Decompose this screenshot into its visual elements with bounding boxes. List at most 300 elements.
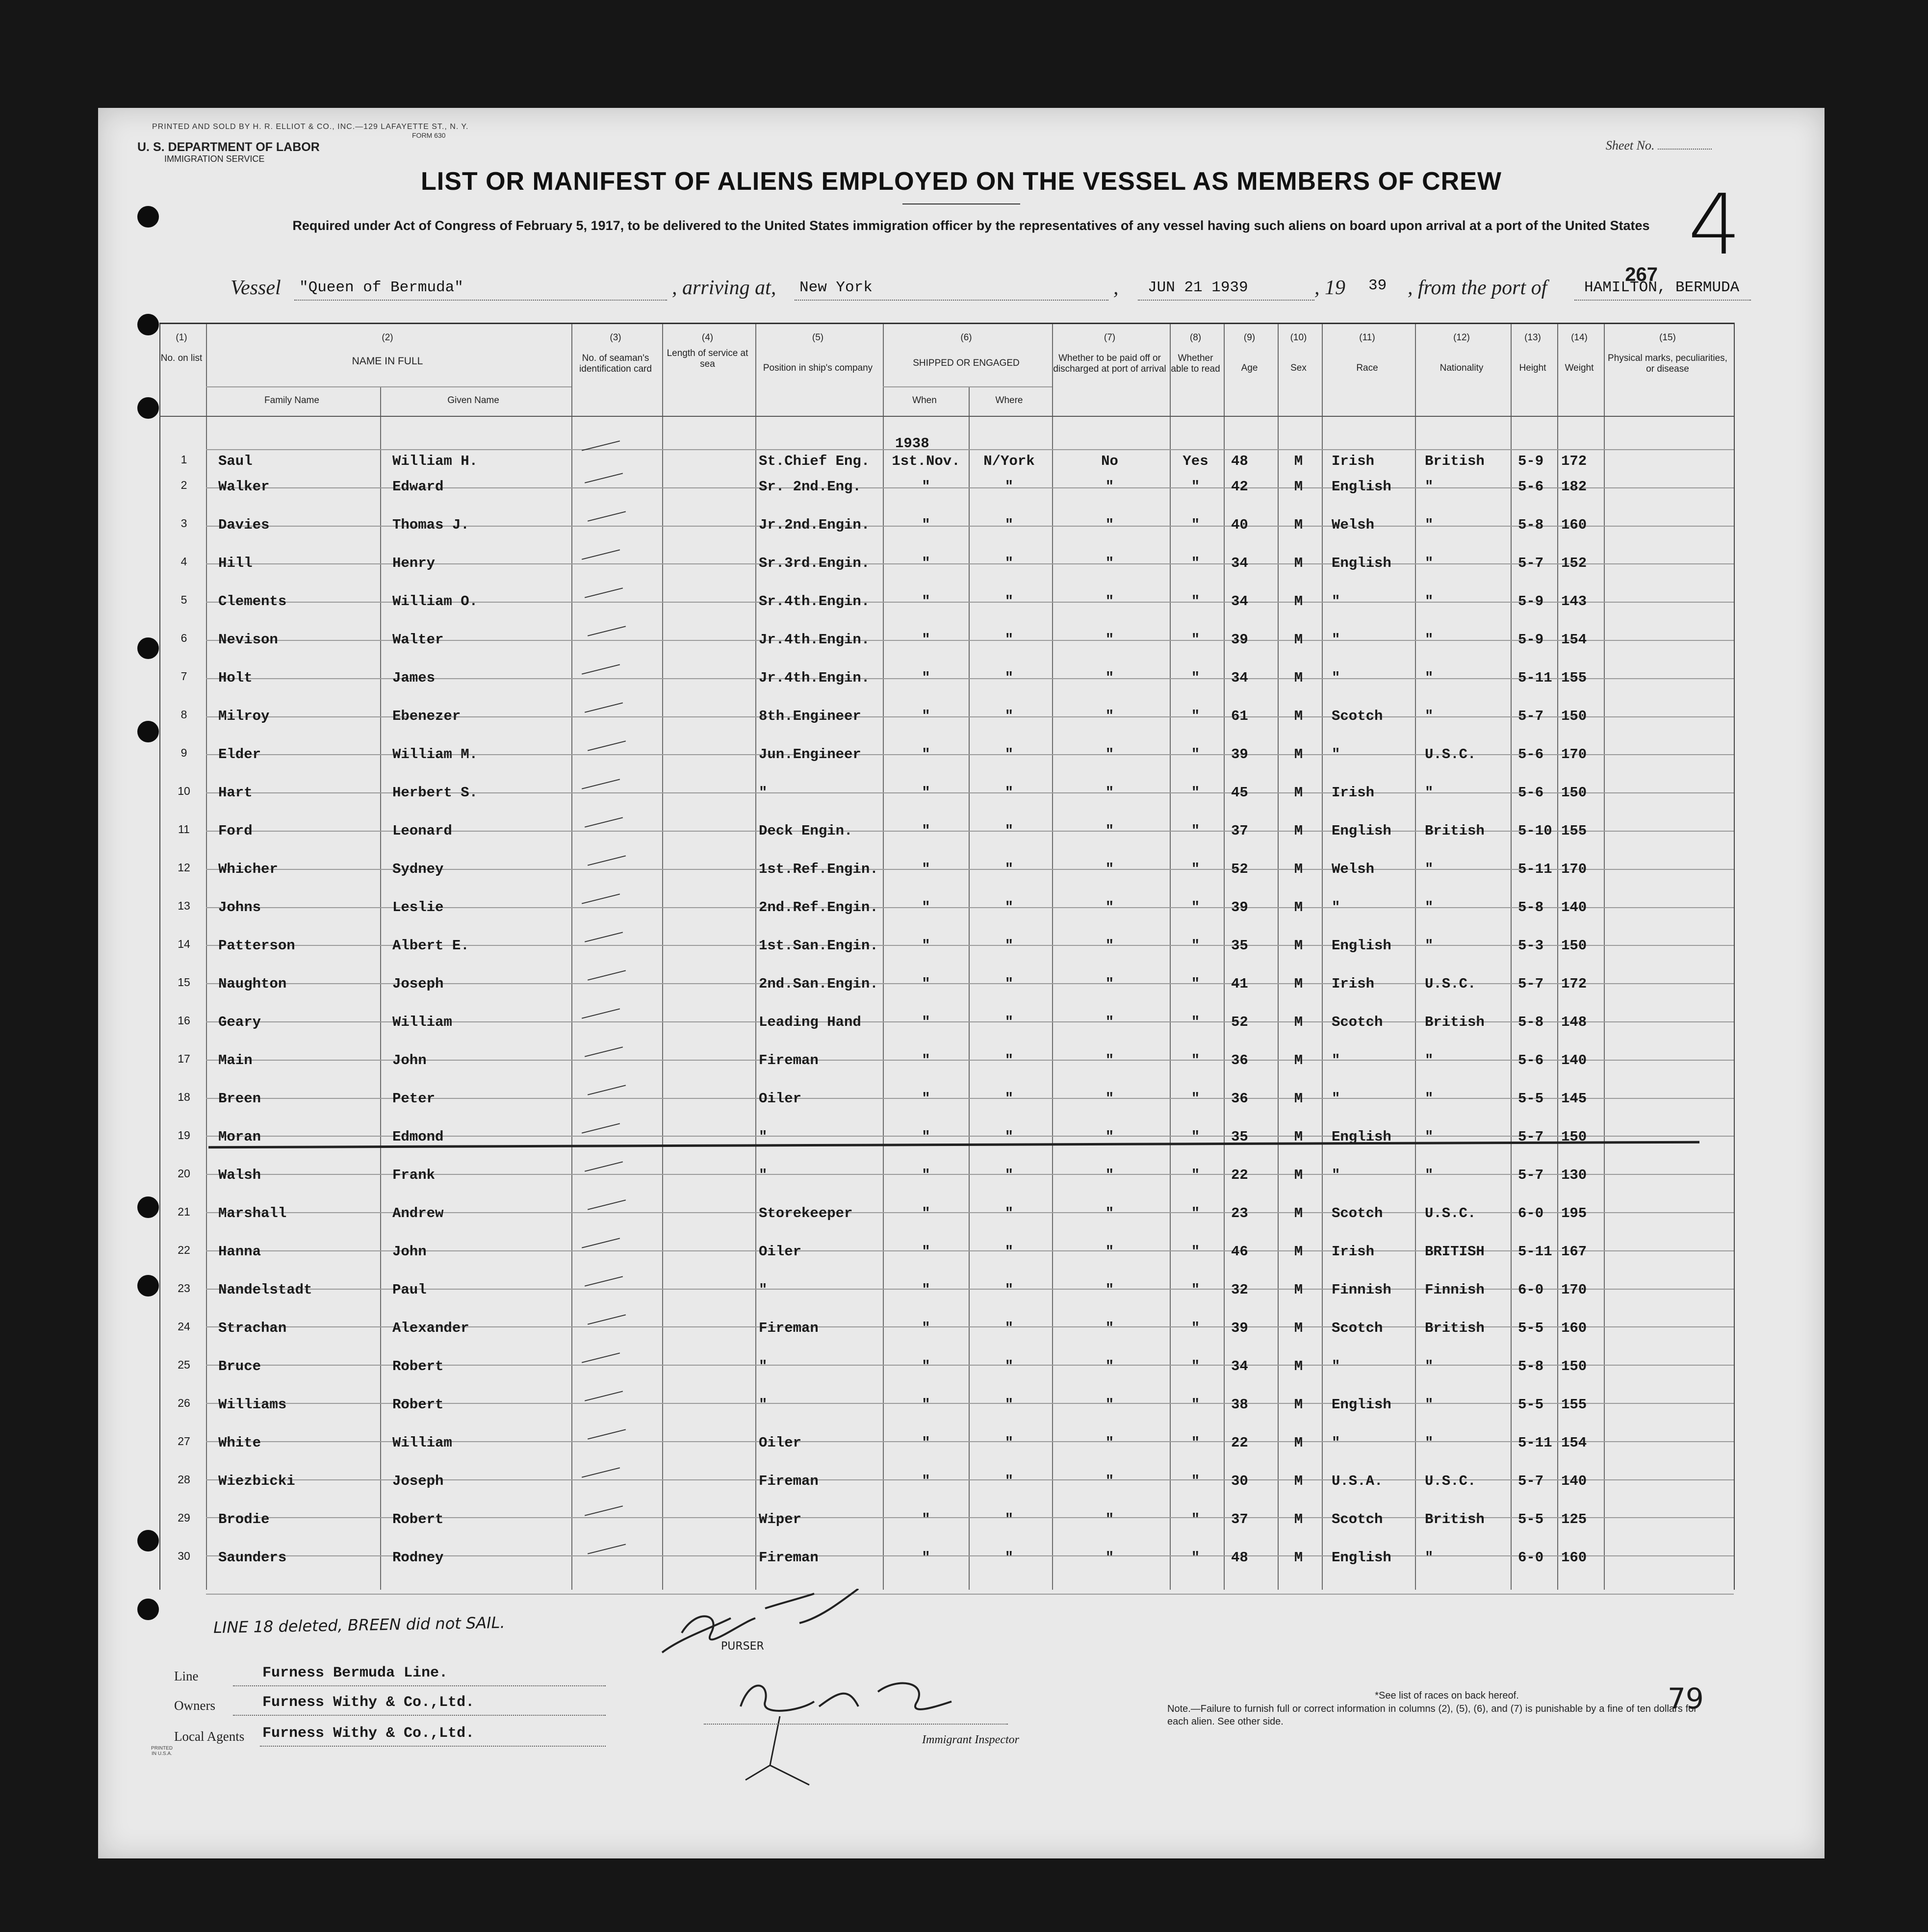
inspector-line (704, 1724, 1008, 1725)
able-to-read: " (1191, 1014, 1200, 1030)
age: 39 (1231, 632, 1248, 648)
sex: M (1294, 976, 1303, 992)
age: 22 (1231, 1167, 1248, 1183)
paid-off: " (1105, 479, 1114, 495)
col4-number: (4) (701, 332, 714, 343)
shipped-when: " (922, 1435, 930, 1451)
line-label: Line (174, 1669, 199, 1683)
id-card-dash (588, 1199, 626, 1210)
paid-off: " (1105, 1550, 1114, 1566)
weight: 195 (1561, 1205, 1587, 1221)
race: English (1332, 1129, 1391, 1145)
age: 46 (1231, 1244, 1248, 1260)
paid-off: " (1105, 1167, 1114, 1183)
height: 5-6 (1518, 785, 1544, 801)
id-card-dash (582, 893, 620, 904)
weight: 172 (1561, 453, 1587, 469)
position: Fireman (759, 1320, 819, 1336)
position: Fireman (759, 1550, 819, 1566)
shipped-when: " (922, 899, 930, 915)
race: U.S.A. (1332, 1473, 1383, 1489)
nationality: " (1425, 479, 1434, 495)
row-number: 10 (178, 785, 190, 797)
id-card-dash (588, 1085, 626, 1095)
given-name: Alexander (392, 1320, 469, 1336)
col6-label: SHIPPED OR ENGAGED (913, 358, 1020, 368)
vessel-line: Vessel "Queen of Bermuda" , arriving at, New York , JUN 21 1939 , 19 39 , from the port of HAMILTON, BERMUDA (231, 272, 1751, 302)
nationality: U.S.C. (1425, 1473, 1476, 1489)
age: 30 (1231, 1473, 1248, 1489)
col15-number: (15) (1659, 332, 1676, 343)
nationality: British (1425, 1014, 1485, 1030)
col7-header (1052, 332, 1167, 375)
row-number: 21 (178, 1205, 190, 1218)
col4-label: Length of service at sea (667, 348, 748, 369)
paid-off: " (1105, 861, 1114, 877)
year-label: , 19 (1314, 277, 1345, 299)
paid-off: " (1105, 1014, 1114, 1030)
position: " (759, 1282, 768, 1298)
given-name: John (392, 1052, 427, 1068)
position: Oiler (759, 1435, 802, 1451)
race: Welsh (1332, 517, 1375, 533)
col14-header (1557, 332, 1601, 374)
age: 48 (1231, 453, 1248, 469)
given-name: Frank (392, 1167, 436, 1183)
able-to-read: " (1191, 708, 1200, 724)
race: " (1332, 632, 1340, 648)
sex: M (1294, 555, 1303, 571)
sex: M (1294, 938, 1303, 954)
shipped-where: " (1004, 785, 1014, 801)
corner-mark: 79 (1668, 1682, 1704, 1715)
row-number: 9 (180, 746, 187, 759)
arriving-label: , arriving at, (672, 277, 776, 299)
id-card-dash (585, 1505, 623, 1516)
weight: 160 (1561, 1320, 1587, 1336)
page-title: LIST OR MANIFEST OF ALIENS EMPLOYED ON THE VESSEL AS MEMBERS OF CREW (421, 167, 1502, 196)
paid-off: " (1105, 1473, 1114, 1489)
shipped-where: N/York (983, 453, 1035, 469)
race: " (1332, 1167, 1340, 1183)
shipped-where: " (1004, 938, 1014, 954)
sex: M (1294, 1435, 1303, 1451)
able-to-read: " (1191, 1473, 1200, 1489)
row-number: 27 (178, 1435, 190, 1448)
position: Fireman (759, 1052, 819, 1068)
shipped-when: " (922, 1320, 930, 1336)
col13-header (1511, 332, 1555, 374)
year-value: 39 (1368, 277, 1387, 294)
company-details (174, 1660, 616, 1729)
position: Fireman (759, 1473, 819, 1489)
height: 5-9 (1518, 453, 1544, 469)
sex: M (1294, 1244, 1303, 1260)
shipped-when: " (922, 1205, 930, 1221)
height: 5-3 (1518, 938, 1544, 954)
height: 5-6 (1518, 479, 1544, 495)
race: Irish (1332, 453, 1375, 469)
given-name: Robert (392, 1397, 444, 1413)
sex: M (1294, 785, 1303, 801)
shipped-when: " (922, 785, 930, 801)
department-name: U. S. DEPARTMENT OF LABOR (137, 140, 320, 154)
races-note: *See list of races on back hereof. (1375, 1690, 1519, 1701)
shipped-when: " (922, 479, 930, 495)
family-name: Patterson (218, 938, 295, 954)
race: Finnish (1332, 1282, 1391, 1298)
able-to-read: " (1191, 479, 1200, 495)
family-name: Clements (218, 593, 287, 610)
family-name: Nevison (218, 632, 278, 648)
column-rule (883, 323, 884, 1590)
id-card-dash (582, 1467, 620, 1477)
shipped-where: " (1004, 1550, 1014, 1566)
sex: M (1294, 593, 1303, 610)
col5-header (755, 332, 880, 374)
purser-label: PURSER (721, 1640, 764, 1652)
shipped-when: " (922, 1282, 930, 1298)
age: 34 (1231, 1358, 1248, 1374)
given-name: Ebenezer (392, 708, 461, 724)
position: Oiler (759, 1244, 802, 1260)
col7-label: Whether to be paid off or discharged at port of arrival (1053, 353, 1166, 374)
weight: 154 (1561, 1435, 1587, 1451)
service-name: IMMIGRATION SERVICE (164, 154, 265, 164)
col9-header (1224, 332, 1275, 374)
able-to-read: " (1191, 1244, 1200, 1260)
col2-given-header: Given Name (447, 395, 499, 406)
id-card-dash (588, 1314, 626, 1324)
family-name: Wiezbicki (218, 1473, 295, 1489)
column-rule (1322, 323, 1323, 1590)
row-number: 5 (180, 593, 187, 606)
shipped-where: " (1004, 823, 1014, 839)
shipped-where: " (1004, 593, 1014, 610)
id-card-dash (585, 1046, 623, 1057)
col11-number: (11) (1359, 332, 1375, 343)
nationality: " (1425, 1052, 1434, 1068)
height: 5-5 (1518, 1397, 1544, 1413)
sex: M (1294, 453, 1303, 469)
nationality: " (1425, 938, 1434, 954)
manifest-sheet (98, 108, 1825, 1858)
weight: 125 (1561, 1511, 1587, 1527)
shipped-where: " (1004, 517, 1014, 533)
position: Sr.3rd.Engin. (759, 555, 870, 571)
shipped-where: " (1004, 670, 1014, 686)
position: Storekeeper (759, 1205, 853, 1221)
weight: 170 (1561, 746, 1587, 763)
sex: M (1294, 1550, 1303, 1566)
id-card-dash (588, 740, 626, 751)
position: Sr.4th.Engin. (759, 593, 870, 610)
able-to-read: " (1191, 593, 1200, 610)
able-to-read: " (1191, 1397, 1200, 1413)
sex: M (1294, 708, 1303, 724)
shipped-where: " (1004, 861, 1014, 877)
height: 6-0 (1518, 1550, 1544, 1566)
col6-number: (6) (960, 332, 972, 343)
subheader-rule (883, 386, 1052, 387)
age: 42 (1231, 479, 1248, 495)
row-number: 17 (178, 1052, 190, 1065)
height: 5-5 (1518, 1091, 1544, 1107)
height: 5-11 (1518, 670, 1552, 686)
id-card-dash (588, 1429, 626, 1439)
able-to-read: " (1191, 1205, 1200, 1221)
column-rule (1557, 323, 1558, 1590)
punch-hole (137, 314, 159, 335)
nationality: Finnish (1425, 1282, 1485, 1298)
column-rule (206, 323, 207, 1590)
shipped-when: " (922, 1244, 930, 1260)
col9-number: (9) (1243, 332, 1256, 343)
family-name: Strachan (218, 1320, 287, 1336)
given-name: William H. (392, 453, 478, 469)
shipped-when: " (922, 1397, 930, 1413)
shipped-when: " (922, 976, 930, 992)
position: Jun.Engineer (759, 746, 861, 763)
race: " (1332, 593, 1340, 610)
id-card-dash (582, 1123, 620, 1133)
row-number: 22 (178, 1244, 190, 1256)
able-to-read: " (1191, 1091, 1200, 1107)
col8-number: (8) (1189, 332, 1202, 343)
row-number: 26 (178, 1397, 190, 1409)
column-rule (1415, 323, 1416, 1590)
given-name: William (392, 1435, 452, 1451)
height: 5-7 (1518, 976, 1544, 992)
nationality: " (1425, 555, 1434, 571)
shipped-when: " (922, 746, 930, 763)
shipped-when: " (922, 1358, 930, 1374)
nationality: " (1425, 1358, 1434, 1374)
height: 5-7 (1518, 1167, 1544, 1183)
weight: 154 (1561, 632, 1587, 648)
age: 34 (1231, 670, 1248, 686)
sex: M (1294, 1320, 1303, 1336)
height: 5-9 (1518, 632, 1544, 648)
paid-off: " (1105, 1435, 1114, 1451)
weight: 148 (1561, 1014, 1587, 1030)
row-number: 19 (178, 1129, 190, 1142)
sex: M (1294, 1397, 1303, 1413)
punch-hole (137, 637, 159, 659)
row-number: 11 (178, 823, 190, 836)
position: Jr.4th.Engin. (759, 670, 870, 686)
nationality: " (1425, 593, 1434, 610)
form-number: FORM 630 (412, 131, 446, 139)
row-number: 6 (180, 632, 187, 644)
given-name: Herbert S. (392, 785, 478, 801)
age: 61 (1231, 708, 1248, 724)
col1-label: No. on list (160, 353, 203, 363)
col2-family-header: Family Name (264, 395, 319, 406)
weight: 170 (1561, 861, 1587, 877)
printed-mark: PRINTED IN U.S.A. (151, 1746, 173, 1756)
shipped-when: " (922, 1052, 930, 1068)
sex: M (1294, 632, 1303, 648)
shipped-where: " (1004, 1091, 1014, 1107)
id-card-dash (585, 1391, 623, 1401)
height: 5-5 (1518, 1320, 1544, 1336)
given-name: Andrew (392, 1205, 444, 1221)
given-name: Edmond (392, 1129, 444, 1145)
paid-off: " (1105, 517, 1114, 533)
purser-signature (652, 1589, 996, 1795)
title-divider (902, 203, 1020, 204)
family-name: Hanna (218, 1244, 261, 1260)
height: 6-0 (1518, 1282, 1544, 1298)
given-name: William M. (392, 746, 478, 763)
given-name: Peter (392, 1091, 436, 1107)
given-name: Henry (392, 555, 436, 571)
position: Deck Engin. (759, 823, 853, 839)
col14-number: (14) (1571, 332, 1588, 343)
col12-header (1415, 332, 1508, 374)
from-label: , from the port of (1408, 277, 1547, 299)
col2-header (206, 332, 569, 367)
weight: 150 (1561, 785, 1587, 801)
shipped-where: " (1004, 555, 1014, 571)
nationality: U.S.C. (1425, 746, 1476, 763)
nationality: " (1425, 670, 1434, 686)
arrival-date: JUN 21 1939 (1148, 279, 1248, 296)
col3-label: No. of seaman's identification card (579, 353, 652, 374)
nationality: " (1425, 517, 1434, 533)
nationality: British (1425, 1511, 1485, 1527)
id-card-dash (588, 626, 626, 636)
race: English (1332, 938, 1391, 954)
id-card-dash (582, 664, 620, 674)
row-number: 3 (180, 517, 187, 530)
height: 5-11 (1518, 861, 1552, 877)
weight: 150 (1561, 1358, 1587, 1374)
shipped-when: " (922, 823, 930, 839)
row-number: 13 (178, 899, 190, 912)
able-to-read: " (1191, 1511, 1200, 1527)
paid-off: " (1105, 593, 1114, 610)
crew-manifest-table (159, 323, 1739, 1617)
shipped-when: " (922, 1014, 930, 1030)
age: 48 (1231, 1550, 1248, 1566)
col10-header (1278, 332, 1319, 374)
race: " (1332, 670, 1340, 686)
paid-off: " (1105, 1091, 1114, 1107)
id-card-dash (582, 1238, 620, 1248)
height: 5-8 (1518, 1358, 1544, 1374)
given-name: Albert E. (392, 938, 469, 954)
weight: 155 (1561, 670, 1587, 686)
age: 45 (1231, 785, 1248, 801)
nationality: " (1425, 1397, 1434, 1413)
race: English (1332, 1397, 1391, 1413)
inspector-label: Immigrant Inspector (922, 1733, 1019, 1746)
weight: 160 (1561, 517, 1587, 533)
punch-hole (137, 397, 159, 419)
given-name: Leonard (392, 823, 452, 839)
col11-header (1322, 332, 1413, 374)
paid-off: " (1105, 1244, 1114, 1260)
height: 5-7 (1518, 555, 1544, 571)
height: 5-8 (1518, 517, 1544, 533)
col4-header (662, 332, 753, 370)
age: 41 (1231, 976, 1248, 992)
shipped-when: " (922, 1511, 930, 1527)
id-card-dash (585, 473, 623, 483)
race: English (1332, 555, 1391, 571)
col9-label: Age (1241, 363, 1258, 373)
paid-off: " (1105, 1205, 1114, 1221)
shipped-where: " (1004, 899, 1014, 915)
position: " (759, 1129, 768, 1145)
race: Scotch (1332, 1320, 1383, 1336)
vessel-name: "Queen of Bermuda" (299, 279, 463, 296)
position: 1st.San.Engin. (759, 938, 878, 954)
age: 34 (1231, 555, 1248, 571)
nationality: " (1425, 1129, 1434, 1145)
sheet-label: Sheet No. (1605, 138, 1655, 153)
family-name: Saunders (218, 1550, 287, 1566)
sex: M (1294, 823, 1303, 839)
paid-off: " (1105, 785, 1114, 801)
col15-header (1604, 332, 1731, 375)
agents-value: Furness Withy & Co.,Ltd. (262, 1725, 475, 1742)
shipped-when: " (922, 1129, 930, 1145)
row-number: 15 (178, 976, 190, 989)
sex: M (1294, 1167, 1303, 1183)
age: 34 (1231, 593, 1248, 610)
nationality: " (1425, 899, 1434, 915)
sex: M (1294, 899, 1303, 915)
height: 5-8 (1518, 899, 1544, 915)
col8-label: Whether able to read (1171, 353, 1220, 374)
page-subtitle: Required under Act of Congress of February 5, 1917, to be delivered to the United States immigration officer by the representatives of any vessel having such aliens on board upon arrival at a port of the United States (292, 218, 1650, 233)
position: Sr. 2nd.Eng. (759, 479, 861, 495)
header-bottom-rule (159, 416, 1734, 417)
sex: M (1294, 1014, 1303, 1030)
nationality: " (1425, 1435, 1434, 1451)
race: Scotch (1332, 1511, 1383, 1527)
age: 36 (1231, 1052, 1248, 1068)
given-name: Joseph (392, 976, 444, 992)
id-card-dash (588, 970, 626, 980)
shipped-where: " (1004, 632, 1014, 648)
col6-header (883, 332, 1050, 369)
col13-number: (13) (1524, 332, 1541, 343)
family-name: Williams (218, 1397, 287, 1413)
punch-hole (137, 1530, 159, 1551)
column-rule (755, 323, 756, 1590)
able-to-read: " (1191, 938, 1200, 954)
punch-hole (137, 206, 159, 228)
line-value: Furness Bermuda Line. (262, 1665, 448, 1681)
column-rule (159, 323, 160, 1590)
shipped-where: " (1004, 1014, 1014, 1030)
given-name: Edward (392, 479, 444, 495)
family-name: Walsh (218, 1167, 261, 1183)
shipped-where: " (1004, 1435, 1014, 1451)
given-name: William O. (392, 593, 478, 610)
given-name: James (392, 670, 436, 686)
manifest-number: 267 (1625, 264, 1658, 285)
row-number: 29 (178, 1511, 190, 1524)
weight: 140 (1561, 1473, 1587, 1489)
paid-off: " (1105, 1052, 1114, 1068)
id-card-dash (585, 1161, 623, 1171)
age: 39 (1231, 899, 1248, 915)
